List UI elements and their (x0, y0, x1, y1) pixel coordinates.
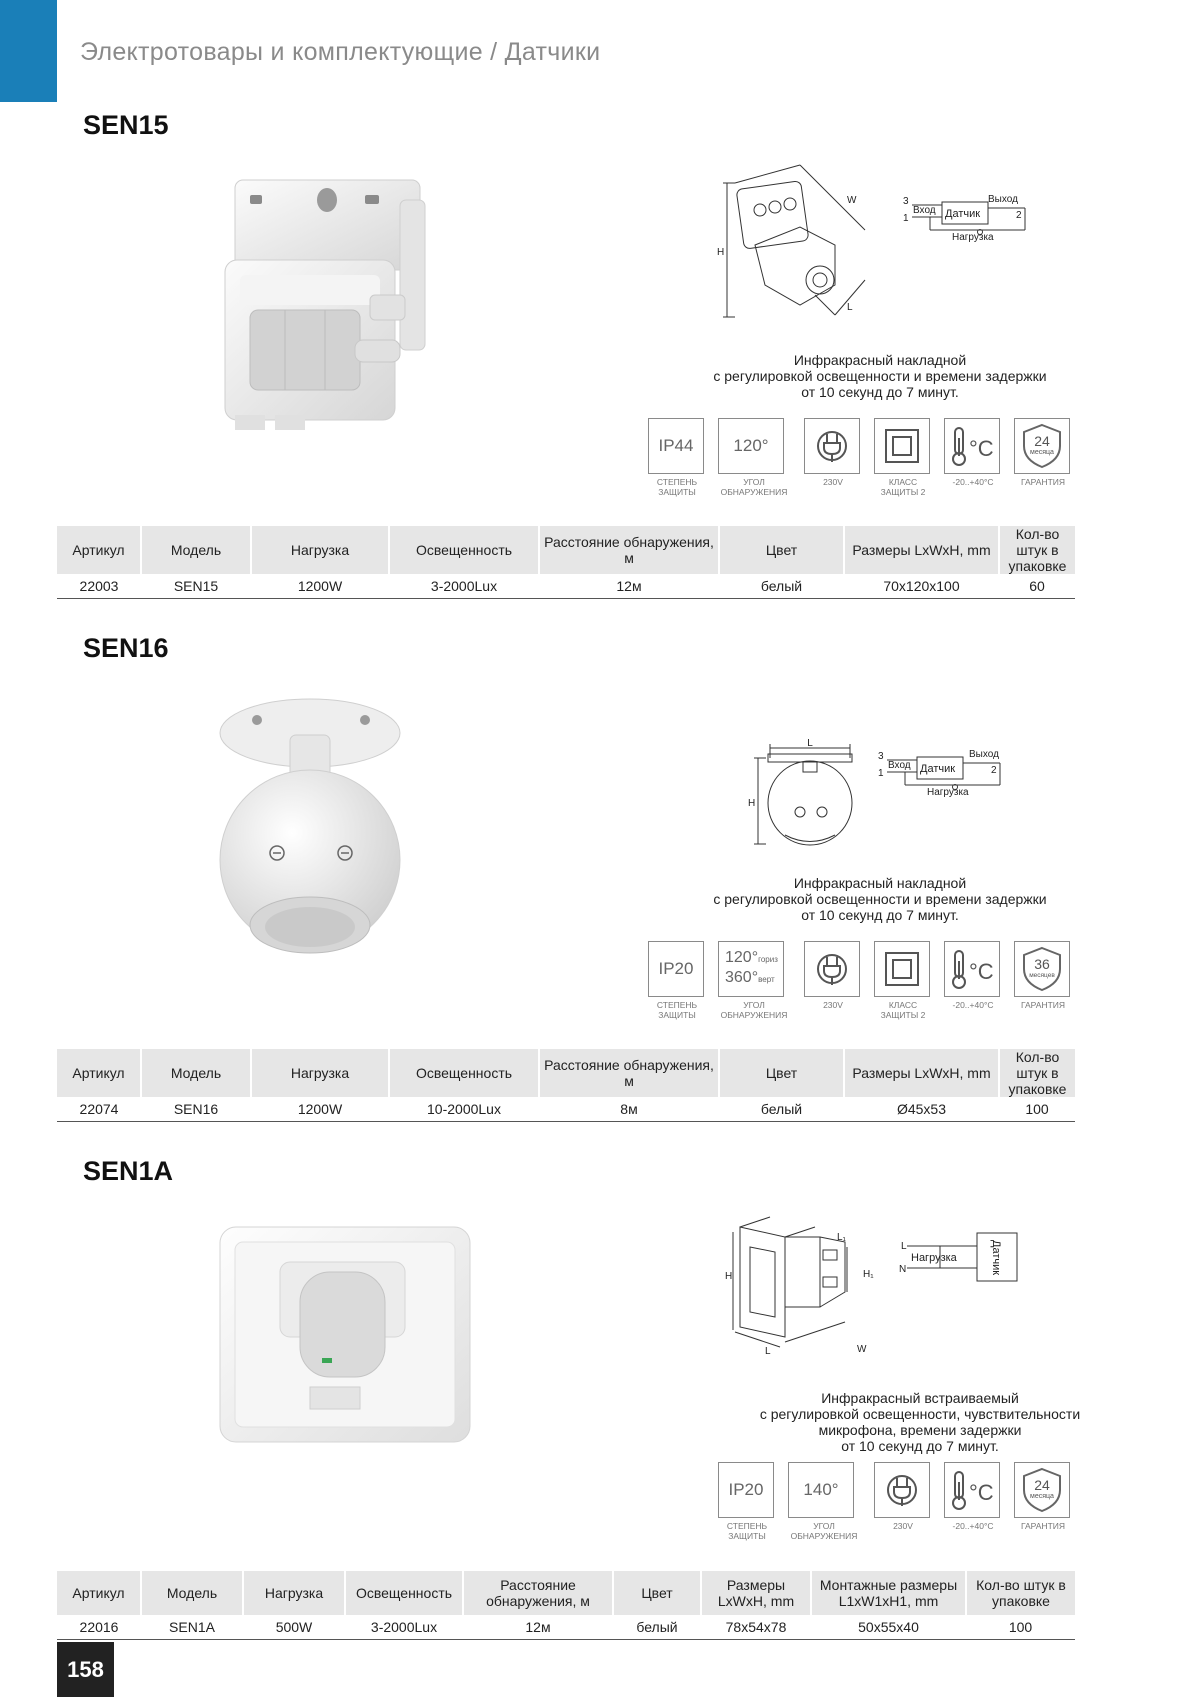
spec-table-sen16 (57, 1049, 1075, 1122)
table-cell: 3-2000Lux (389, 574, 539, 599)
table-cell: 100 (966, 1615, 1075, 1640)
table-cell: 22016 (57, 1615, 141, 1640)
product-photo-sen1a (215, 1222, 475, 1447)
table-cell: Ø45x53 (844, 1097, 999, 1122)
column-header: Освещенность (389, 526, 539, 574)
product-title: SEN16 (83, 633, 169, 663)
table-header-row (57, 1571, 1075, 1615)
wire-pin-2: 2 (1016, 210, 1022, 221)
dim-label-h: H (748, 798, 756, 809)
detection-angle-badge (788, 1462, 860, 1541)
wire-output-label: Выход (988, 194, 1018, 205)
table-cell: 60 (999, 574, 1075, 599)
table-cell: 22003 (57, 574, 141, 599)
warranty-badge (1014, 1462, 1072, 1531)
description-line: Инфракрасный накладной (793, 875, 967, 891)
column-header: Монтажные размеры L1xW1xH1, mm (811, 1571, 966, 1615)
ip-rating-badge (718, 1462, 776, 1541)
description-line: Инфракрасный накладной (793, 352, 967, 368)
dim-label-l: L (807, 738, 813, 749)
column-header: Нагрузка (251, 1049, 389, 1097)
detection-angle-badge (718, 941, 790, 1020)
warranty-badge (1014, 418, 1072, 487)
column-header: Артикул (57, 526, 141, 574)
wire-pin-1: 1 (903, 213, 909, 224)
warranty-number: 36 (1034, 956, 1050, 972)
dim-label-w: W (847, 195, 857, 206)
dim-label-l: L (847, 302, 853, 313)
voltage-badge (804, 941, 862, 1010)
double-square-icon (882, 949, 922, 989)
description-line: от 10 секунд до 7 минут. (801, 907, 959, 923)
warranty-number: 24 (1034, 1477, 1050, 1493)
column-header: Модель (141, 526, 251, 574)
description-line: Инфракрасный встраиваемый (821, 1390, 1019, 1406)
wire-input-label: Вход (888, 760, 911, 771)
description-line: с регулировкой освещенности, чувствительности (759, 1406, 1081, 1422)
badge-caption: УГОЛ ОБНАРУЖЕНИЯ (720, 1000, 788, 1020)
product-description (680, 875, 1080, 923)
detection-angle-value: 140° (803, 1480, 839, 1499)
temperature-badge (944, 941, 1002, 1010)
badge-caption: 230V (893, 1521, 913, 1531)
table-cell: белый (613, 1615, 701, 1640)
dim-label-h: H (725, 1271, 733, 1282)
badge-caption: 230V (823, 1000, 843, 1010)
badge-caption: УГОЛ ОБНАРУЖЕНИЯ (790, 1521, 858, 1541)
column-header: Кол-во штук в упаковке (999, 1049, 1075, 1097)
table-cell: 50x55x40 (811, 1615, 966, 1640)
description-line: микрофона, времени задержки (818, 1422, 1022, 1438)
angle-v-value: 360° (725, 969, 759, 986)
detection-angle-badge (718, 418, 790, 497)
table-cell: 8м (539, 1097, 719, 1122)
table-row (57, 1097, 1075, 1122)
table-cell: 100 (999, 1097, 1075, 1122)
dim-label-l1: L₁ (837, 1232, 846, 1243)
voltage-badge (804, 418, 862, 487)
svg-text:°C: °C (969, 436, 994, 461)
product-title: SEN1A (83, 1156, 174, 1186)
description-line: от 10 секунд до 7 минут. (841, 1438, 999, 1454)
table-cell: 10-2000Lux (389, 1097, 539, 1122)
svg-text:°C: °C (969, 959, 994, 984)
column-header: Модель (141, 1571, 243, 1615)
column-header: Цвет (719, 1049, 844, 1097)
description-line: с регулировкой освещенности и времени задержки (713, 368, 1047, 384)
description-line: от 10 секунд до 7 минут. (801, 384, 959, 400)
ip-rating-value: IP20 (658, 959, 694, 978)
column-header: Артикул (57, 1049, 141, 1097)
column-header: Расстояние обнаружения, м (539, 526, 719, 574)
table-cell: 22074 (57, 1097, 141, 1122)
column-header: Нагрузка (243, 1571, 345, 1615)
table-header-row (57, 526, 1075, 574)
table-header-row (57, 1049, 1075, 1097)
angle-h-unit: гориз (758, 955, 778, 964)
table-cell: 1200W (251, 1097, 389, 1122)
wire-sensor-label: Датчик (945, 208, 981, 220)
wire-pin-3: 3 (878, 751, 884, 762)
warranty-badge (1014, 941, 1072, 1010)
dim-label-h: H (717, 247, 725, 258)
wire-output-label: Выход (969, 749, 999, 760)
warranty-number: 24 (1034, 433, 1050, 449)
table-cell: 3-2000Lux (345, 1615, 463, 1640)
dim-label-l: L (765, 1346, 771, 1357)
table-cell: 12м (539, 574, 719, 599)
badge-caption: 230V (823, 477, 843, 487)
wire-load-label: Нагрузка (927, 787, 969, 798)
plug-icon (812, 426, 852, 466)
badge-caption: -20..+40°C (952, 1000, 994, 1010)
voltage-badge (874, 1462, 932, 1531)
wire-sensor-label: Датчик (990, 1240, 1002, 1276)
thermometer-icon (947, 947, 997, 991)
badge-caption: ГАРАНТИЯ (1020, 477, 1066, 487)
warranty-unit: месяца (1030, 449, 1054, 456)
badge-caption: СТЕПЕНЬ ЗАЩИТЫ (656, 477, 698, 497)
column-header: Цвет (719, 526, 844, 574)
corner-accent-tab (0, 0, 57, 102)
spec-table-sen15 (57, 526, 1075, 599)
badge-caption: УГОЛ ОБНАРУЖЕНИЯ (720, 477, 788, 497)
protection-class-badge (874, 941, 932, 1020)
table-row (57, 1615, 1075, 1640)
table-cell: 12м (463, 1615, 613, 1640)
column-header: Расстояние обнаружения, м (463, 1571, 613, 1615)
column-header: Размеры LxWxH, mm (701, 1571, 811, 1615)
plug-icon (882, 1470, 922, 1510)
dimension-drawing-sen15 (715, 165, 890, 325)
badge-caption: ГАРАНТИЯ (1020, 1521, 1066, 1531)
table-cell: 500W (243, 1615, 345, 1640)
temperature-badge (944, 418, 1002, 487)
wire-l-label: L (901, 1241, 907, 1252)
svg-text:°C: °C (969, 1480, 994, 1505)
column-header: Расстояние обнаружения, м (539, 1049, 719, 1097)
dimension-drawing-sen1a (725, 1222, 885, 1357)
badge-caption: СТЕПЕНЬ ЗАЩИТЫ (726, 1521, 768, 1541)
thermometer-icon (947, 1468, 997, 1512)
angle-v-unit: верт (758, 975, 775, 984)
table-cell: SEN15 (141, 574, 251, 599)
description-line: с регулировкой освещенности и времени задержки (713, 891, 1047, 907)
table-cell: 70x120x100 (844, 574, 999, 599)
shield-icon (1019, 945, 1065, 993)
column-header: Размеры LxWxH, mm (844, 526, 999, 574)
product-photo-sen16 (215, 695, 415, 965)
badge-caption: ГАРАНТИЯ (1020, 1000, 1066, 1010)
wire-n-label: N (899, 1264, 907, 1275)
wire-pin-3: 3 (903, 196, 909, 207)
column-header: Кол-во штук в упаковке (999, 526, 1075, 574)
product-description (680, 352, 1080, 400)
shield-icon (1019, 422, 1065, 470)
column-header: Кол-во штук в упаковке (966, 1571, 1075, 1615)
protection-class-badge (874, 418, 932, 497)
wire-load-label: Нагрузка (952, 232, 994, 243)
table-row (57, 574, 1075, 599)
ip-rating-value: IP20 (728, 1480, 764, 1499)
spec-table-sen1a (57, 1571, 1075, 1640)
column-header: Размеры LxWxH, mm (844, 1049, 999, 1097)
column-header: Артикул (57, 1571, 141, 1615)
thermometer-icon (947, 424, 997, 468)
wiring-diagram-sen15 (900, 190, 1040, 260)
double-square-icon (882, 426, 922, 466)
ip-rating-badge (648, 941, 706, 1020)
warranty-unit: месяцев (1029, 972, 1055, 979)
horizontal-angle (725, 949, 778, 969)
column-header: Цвет (613, 1571, 701, 1615)
warranty-unit: месяца (1030, 1493, 1054, 1500)
column-header: Освещенность (345, 1571, 463, 1615)
wire-pin-2: 2 (991, 765, 997, 776)
column-header: Модель (141, 1049, 251, 1097)
shield-icon (1019, 1466, 1065, 1514)
dim-label-h1: H₁ (863, 1269, 874, 1280)
temperature-badge (944, 1462, 1002, 1531)
wire-input-label: Вход (913, 205, 936, 216)
table-cell: SEN16 (141, 1097, 251, 1122)
badge-caption: КЛАСС ЗАЩИТЫ 2 (880, 477, 926, 497)
product-title: SEN15 (83, 110, 169, 140)
wire-sensor-label: Датчик (920, 763, 956, 775)
badge-caption: -20..+40°C (952, 1521, 994, 1531)
detection-angle-value: 120° (733, 436, 769, 455)
ip-rating-value: IP44 (658, 436, 694, 455)
product-description (720, 1390, 1120, 1454)
column-header: Нагрузка (251, 526, 389, 574)
badge-caption: КЛАСС ЗАЩИТЫ 2 (880, 1000, 926, 1020)
wire-load-label: Нагрузка (911, 1252, 957, 1264)
table-cell: белый (719, 1097, 844, 1122)
dim-label-w: W (857, 1344, 867, 1355)
ip-rating-badge (648, 418, 706, 497)
dimension-drawing-sen16 (750, 740, 865, 850)
page-number: 158 (57, 1642, 114, 1697)
column-header: Освещенность (389, 1049, 539, 1097)
angle-h-value: 120° (725, 949, 759, 966)
wiring-diagram-sen1a (895, 1228, 1035, 1288)
product-photo-sen15 (205, 160, 475, 440)
vertical-angle (725, 969, 775, 989)
table-cell: 78x54x78 (701, 1615, 811, 1640)
badge-caption: СТЕПЕНЬ ЗАЩИТЫ (656, 1000, 698, 1020)
table-cell: белый (719, 574, 844, 599)
wiring-diagram-sen16 (875, 745, 1015, 815)
wire-pin-1: 1 (878, 768, 884, 779)
table-cell: SEN1A (141, 1615, 243, 1640)
table-cell: 1200W (251, 574, 389, 599)
plug-icon (812, 949, 852, 989)
breadcrumb: Электротовары и комплектующие / Датчики (80, 38, 601, 66)
badge-caption: -20..+40°C (952, 477, 994, 487)
